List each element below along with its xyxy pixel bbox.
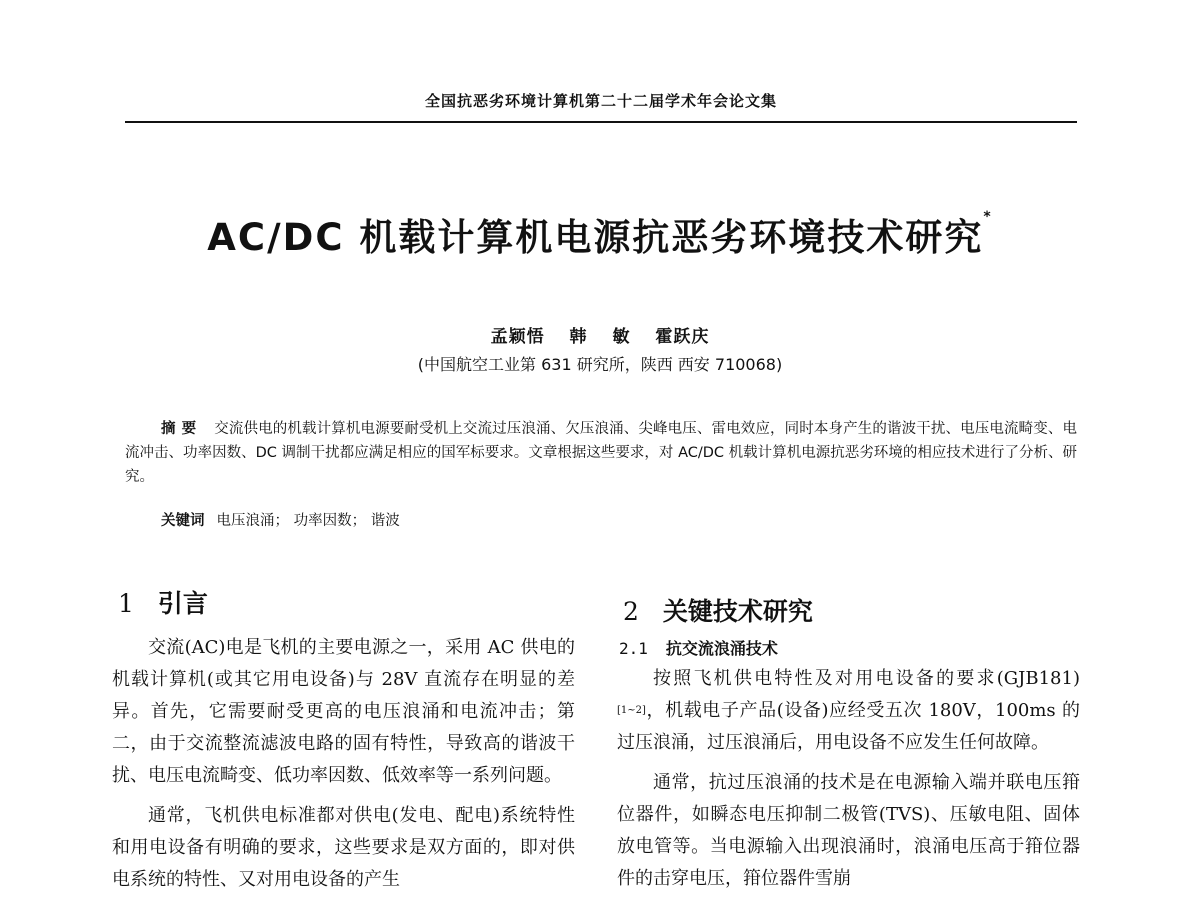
paragraph xyxy=(617,663,1080,759)
section-number: 2 xyxy=(623,597,639,626)
author: 霍跃庆 xyxy=(655,327,710,347)
subsection-title: 抗交流浪涌技术 xyxy=(665,639,778,658)
right-column xyxy=(617,592,1080,903)
section-title: 引言 xyxy=(157,589,208,618)
paper-title xyxy=(100,207,1100,261)
paragraph: 交流(AC)电是飞机的主要电源之一，采用 AC 供电的机载计算机(或其它用电设备)与 28V 直流存在明显的差异。首先，它需要耐受更高的电压浪涌和电流冲击；第二，由于交流整流滤波电路的固有特性，导致高的谐波干扰、电压电流畸变、低功率因数、低效率等一系列问题。 xyxy=(112,637,575,786)
author-list xyxy=(100,322,1100,347)
citation: [1~2] xyxy=(617,705,646,716)
running-header: 全国抗恶劣环境计算机第二十二届学术年会论文集 xyxy=(424,92,777,110)
affiliation: (中国航空工业第 631 研究所，陕西 西安 710068) xyxy=(417,355,783,374)
paragraph: 通常，抗过压浪涌的技术是在电源输入端并联电压箝位器件，如瞬态电压抑制二极管(TVS)、压敏电阻、固体放电管等。当电源输入出现浪涌时，浪涌电压高于箝位器件的击穿电压，箝位器件雪崩 xyxy=(617,772,1080,889)
abstract xyxy=(125,417,1077,489)
section-heading-intro xyxy=(112,584,575,620)
header-rule xyxy=(125,121,1077,123)
abstract-text: 交流供电的机载计算机电源要耐受机上交流过压浪涌、欠压浪涌、尖峰电压、雷电效应，同时本身产生的谐波干扰、电压电流畸变、电流冲击、功率因数、DC 调制干扰都应满足相应的国军标要求。文章根据这些要求，对 AC/DC 机载计算机电源抗恶劣环境的相应技术进行了分析、研究。 xyxy=(125,421,1077,485)
author: 韩 敏 xyxy=(569,327,631,347)
paragraph: 通常，飞机供电标准都对供电(发电、配电)系统特性和用电设备有明确的要求，这些要求是双方面的，即对供电系统的特性、又对用电设备的产生 xyxy=(112,805,575,890)
subsection-number: 2.1 xyxy=(619,639,648,658)
paper-title-text: AC/DC 机载计算机电源抗恶劣环境技术研究 xyxy=(207,216,984,259)
title-footnote-mark: * xyxy=(983,209,993,225)
abstract-label: 摘要 xyxy=(161,421,203,437)
subsection-heading xyxy=(619,636,1080,659)
keywords xyxy=(161,509,400,530)
paragraph-text: ，机载电子产品(设备)应经受五次 180V，100ms 的过压浪涌，过压浪涌后，用电设备不应发生任何故障。 xyxy=(617,700,1080,753)
author: 孟颖悟 xyxy=(490,327,545,347)
section-heading-key-tech xyxy=(617,592,1080,628)
section-title: 关键技术研究 xyxy=(662,597,813,626)
left-column xyxy=(112,584,575,904)
keywords-label: 关键词 xyxy=(161,513,205,529)
keywords-text: 电压浪涌； 功率因数； 谐波 xyxy=(216,513,400,529)
section-number: 1 xyxy=(118,589,134,618)
paragraph-text: 按照飞机供电特性及对用电设备的要求(GJB181) xyxy=(653,668,1080,689)
